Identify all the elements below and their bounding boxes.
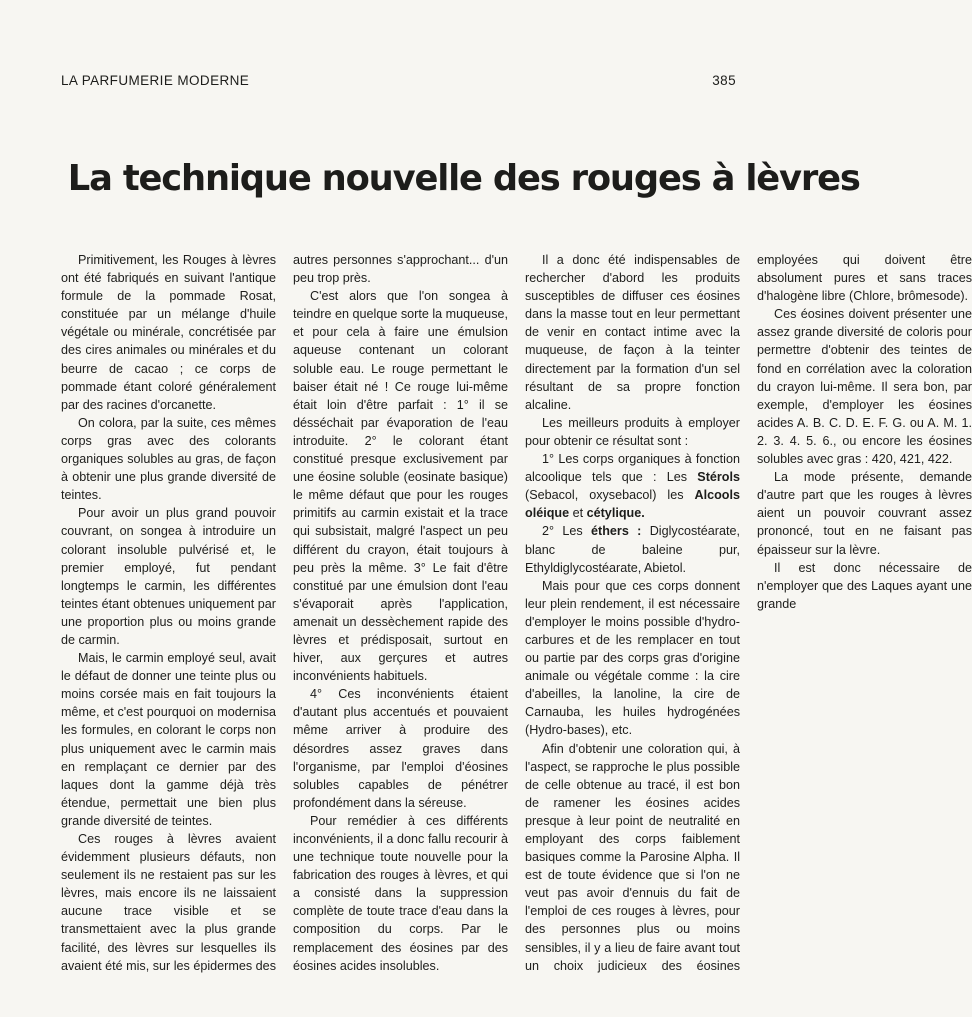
paragraph: Ces éosines doivent présenter une assez grande diversité de coloris pour permettre d'obtenir des teintes de fond en corrélation avec la coloration du crayon lui-même. Il sera bon, par exemple, d'employer les éosines acides A. B. C. D. E. F. G. ou A. M. 1. 2. 3. 4. 5. 6., ou encore les éosines solubles avec gras : 420, 421, 422.	[757, 307, 972, 467]
text-run: 1° Les corps organiques à fonction alcoolique tels que : Les	[525, 452, 740, 485]
text-run: Diglycostéarate, blanc de baleine pur, Ethyldiglycostéarate, Abietol.	[525, 524, 741, 575]
text-run: (Sebacol, oxysebacol) les	[525, 488, 695, 503]
paragraph: Pour avoir un plus grand pouvoir couvrant, on songea à introduire un colorant insoluble pulvérisé et, le premier employé, fut pendant longtemps le carmin, les différentes teintes étant obtenues uniquement par une proportion plus ou moins grande de carmin.	[61, 506, 276, 647]
text-run: 2° Les	[542, 524, 592, 539]
paragraph: Afin d'obtenir une coloration qui, à l'aspect, se rapproche le plus possible de celle obtenue au tracé, il est bon de ramener les éosines acides presque à leur point de neutralité en employant des corps faiblement basiques comme la Parosine Alpha. Il est de toute évidence que si l'on ne veut pas avoir d'ennuis du fait de l'emploi de ces rouges à lèvres, pour des personnes plus ou moins sensibles, il y a lieu de faire avant tout un choix judicieux des éosines employées qui doivent être absolument pures et sans traces d'halogène libre (Chlore, brômesode).	[525, 253, 972, 973]
term-cetyl: cétylique.	[586, 506, 645, 521]
journal-name: LA PARFUMERIE MODERNE	[61, 73, 250, 88]
paragraph: Il est donc nécessaire de n'employer que des Laques ayant une grande	[757, 560, 972, 611]
paragraph: C'est alors que l'on songea à teindre en quelque sorte la muqueuse, et pour cela à faire une émulsion aqueuse contenant un colorant soluble eau. Le rouge permettant le baiser était né ! Ce rouge lui-même était loin d'être parfait : 1° il se désséchait par évaporation de l'eau introduite. 2° le colorant étant constitué presque exclusivement par une éosine soluble (eosinate basique) le même défaut que pour les rouges primitifs au carmin existait et la trace qui subsistait, malgré l'aspect un peu différent du crayon, était toujours à peu près la même. 3° Le fait d'être constitué par une émulsion dont l'eau s'évaporait après l'application, amenait un dessèchement rapide des lèvres et prédisposait, surtout en hiver, aux gerçures et autres inconvénients habituels.	[293, 289, 508, 684]
article-body	[61, 251, 972, 989]
paragraph: La mode présente, demande d'autre part que les rouges à lèvres aient un pouvoir couvrant assez prononcé, tout en ne faisant pas épaisseur sur la lèvre.	[757, 470, 972, 557]
paragraph: Pour remédier à ces différents inconvénients, il a donc fallu recourir à une technique toute nouvelle pour la fabrication des rouges à lèvres, et qui a consisté dans la suppression complète de toute trace d'eau dans la composition du corps. Par le remplacement des éosines par des éosines acides insolubles.	[293, 813, 508, 973]
term-oleic-alcohol: Alcools oléique	[525, 488, 740, 521]
text-run: et	[569, 506, 587, 521]
paragraph: Il a donc été indispensables de rechercher d'abord les produits susceptibles de diffuser ces éosines dans la masse tout en leur permettant de venir en contact intime avec la muqueuse, de façon à la teinter directement par la formation d'un sel résultant de sa propre fonction alcaline.	[525, 253, 740, 412]
paragraph: On colora, par la suite, ces mêmes corps gras avec des colorants organiques solubles au gras, de façon à obtenir une plus grande diversité de teintes.	[61, 415, 276, 503]
term-sterols: Stérols	[697, 470, 740, 485]
paragraph: Mais pour que ces corps donnent leur plein rendement, il est nécessaire d'employer le moins possible d'hydro-carbures et de les remplacer en tout ou partie par des corps gras d'origine animale ou végétale comme : la cire d'abeilles, la lanoline, la cire de Carnauba, les huiles hydrogénées (Hydro-bases), etc.	[525, 578, 740, 738]
paragraph: Les meilleurs produits à employer pour obtenir ce résultat sont :	[525, 415, 740, 448]
paragraph-ethers	[525, 522, 740, 576]
page-number: 385	[712, 73, 736, 88]
term-ethers: éthers :	[591, 524, 642, 539]
paragraph: Primitivement, les Rouges à lèvres ont été fabriqués en suivant l'antique formule de la pommade Rosat, constituée par un mélange d'huile végétale ou minérale, concrétisée par des cires animales ou minérales et du beurre de cacao ; ce corps de pommade étant coloré généralement par des racines d'orcanette.	[61, 253, 276, 412]
paragraph: Ces rouges à lèvres avaient évidemment plusieurs défauts, non seulement ils ne restaient pas sur les lèvres, mais encore ils ne laissaient aucune trace visible et se transmettaient avec la plus grande facilité, des lèvres sur lesquelles ils avaient été mis, sur les épidermes des autres personnes s'approchant... d'un peu trop près.	[61, 253, 508, 973]
paragraph-alcohols	[525, 450, 740, 522]
running-header	[61, 73, 736, 88]
paragraph: 4° Ces inconvénients étaient d'autant plus accentués et pouvaient même arriver à produire des désordres assez graves dans l'organisme, par l'emploi d'éosines solubles capables de pénétrer profondément dans la séreuse.	[293, 687, 508, 810]
paragraph: Mais, le carmin employé seul, avait le défaut de donner une teinte plus ou moins corsée mais en fait toujours la même, et c'est pourquoi on modernisa les formules, en colorant le corps non plus uniquement avec le carmin mais en remplaçant ce dernier par des laques dont la gamme déjà très étendue, permettait une bien plus grande diversité de teintes.	[61, 651, 276, 828]
article-title: La technique nouvelle des rouges à lèvres	[67, 158, 860, 199]
